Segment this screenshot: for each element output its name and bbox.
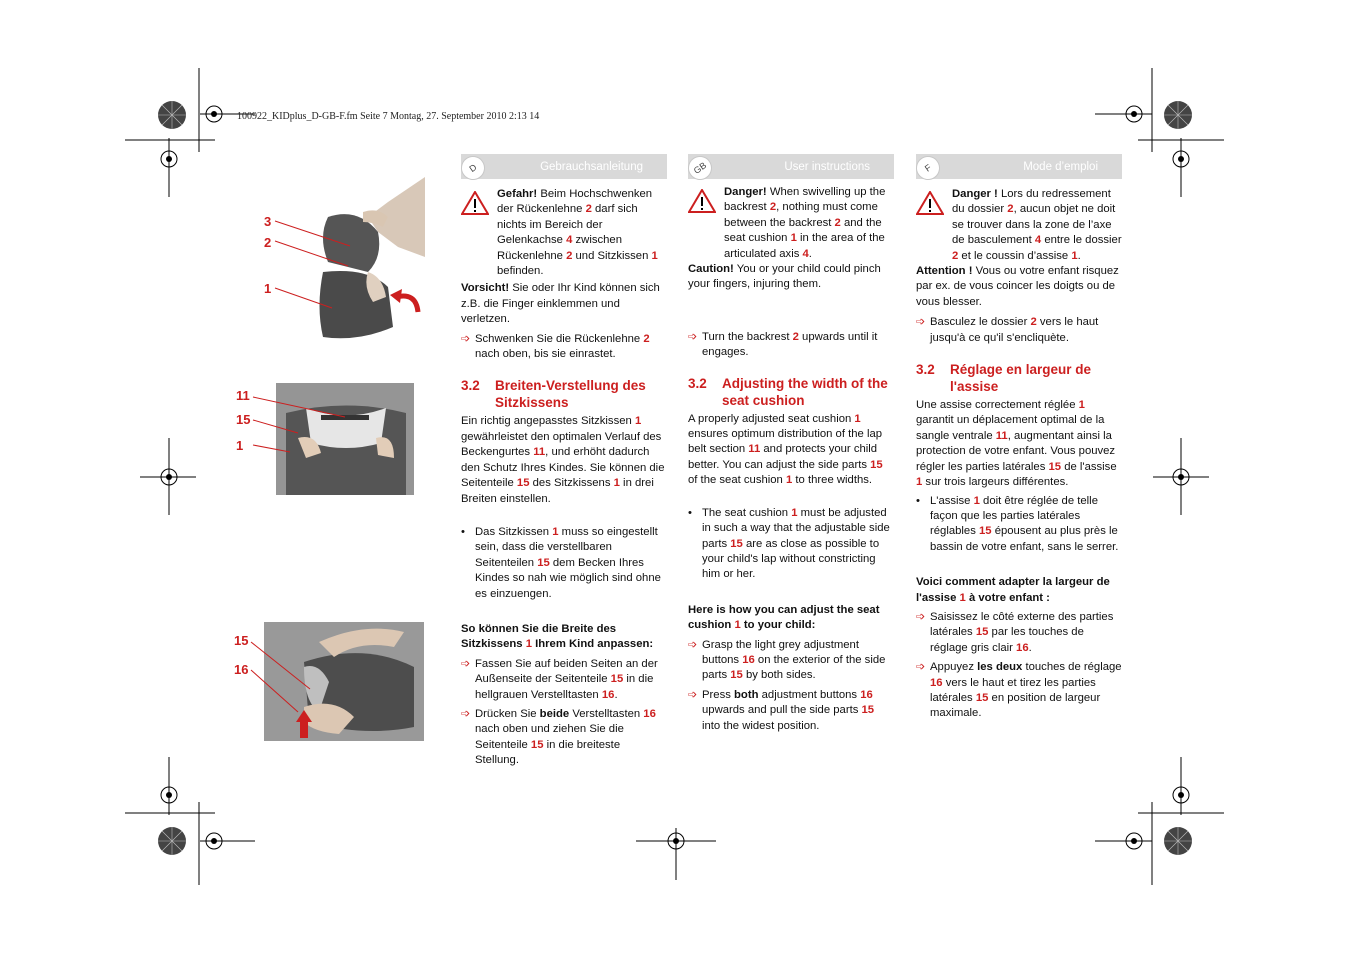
arrow-icon: ➩ (461, 657, 471, 670)
arrow-icon: ➩ (916, 661, 926, 674)
arrow-icon: ➩ (461, 332, 471, 345)
bullet-item: • L'assise 1 doit être réglée de telle façon que les parties latérales réglables 15 épousent au plus près le bassin de votre enfant, sans le serrer. (916, 494, 1119, 553)
step-swivel: ➩ Basculez le dossier 2 vers le haut jusqu'à ce qu'il s'encliquète. (916, 316, 1099, 344)
warning-triangle-icon (688, 189, 716, 213)
tab-title: Mode d’emploi (1023, 161, 1098, 173)
caution-text: Vorsicht! Sie oder Ihr Kind können sich z.B. die Finger einklemmen und verletzen. (461, 282, 660, 326)
danger-block: Danger! When swivelling up the backrest 2, nothing must come between the backrest 2 and the seat cushion 1 in the area of the articulated axis 4. (688, 185, 894, 262)
callout-2: 2 (264, 235, 272, 250)
column-german (461, 154, 667, 769)
step-grasp: ➩ Saisissez le côté externe des parties latérales 15 par les touches de réglage gris clair 16. (916, 610, 1114, 654)
how-to-heading: Voici comment adapter la largeur de l'assise 1 à votre enfant : (916, 576, 1110, 604)
section-heading: 3.2 Réglage en largeur de l'assise (916, 362, 1092, 395)
step-grasp: ➩ Grasp the light grey adjustment buttons 16 on the exterior of the side parts 15 by both sides. (688, 638, 886, 682)
tab-english (688, 154, 894, 179)
arrow-icon: ➩ (916, 610, 926, 623)
bullet-item: • The seat cushion 1 must be adjusted in such a way that the adjustable side parts 15 are as close as possible to your child's lap without constricting him or her. (688, 506, 890, 581)
warning-triangle-icon (461, 191, 489, 215)
language-badge: D (456, 151, 489, 184)
column-french (916, 154, 1122, 722)
arrow-icon: ➩ (688, 330, 698, 343)
caution-text: Attention ! Vous ou votre enfant risquez par ex. de vous coincer les doigts ou de vous blesser. (916, 265, 1119, 308)
danger-block: Danger ! Lors du redressement du dossier 2, aucun objet ne doit se trouver dans la zone de l’axe de basculement 4 entre le dossier 2 et le coussin d’assise 1. (916, 187, 1122, 264)
arrow-icon: ➩ (916, 316, 926, 329)
caution-text: Caution! You or your child could pinch your fingers, injuring them. (688, 263, 881, 291)
tab-title: User instructions (784, 161, 870, 173)
language-badge: F (911, 151, 944, 184)
step-swivel: ➩ Turn the backrest 2 upwards until it engages. (688, 330, 878, 359)
danger-label: Gefahr! (497, 188, 538, 200)
section-heading: 3.2 Adjusting the width of the seat cushion (688, 375, 888, 408)
step-grasp: ➩ Fassen Sie auf beiden Seiten an der Außenseite der Seitenteile 15 in die hellgrauen Verstelltasten 16. (461, 657, 658, 701)
section-heading: 3.2 Breiten-Verstellung des Sitzkissens (461, 378, 646, 411)
how-to-heading: Here is how you can adjust the seat cushion 1 to your child: (688, 603, 880, 632)
danger-block: Gefahr! Beim Hochschwenken der Rückenlehne 2 darf sich nichts im Bereich der Gelenkachse 4 zwischen Rückenlehne 2 und Sitzkissen 1 befinden. (461, 187, 667, 279)
tab-title: Gebrauchsanleitung (540, 161, 643, 173)
callout-lines-3 (248, 640, 328, 720)
intro-paragraph: Une assise correctement réglée 1 garantit un déplacement optimal de la sangle ventrale 11, augmentant ainsi la protection de votre enfant. Vous pouvez régler les parties latérales 15 de l'assise 1 sur trois largeurs différentes. (916, 399, 1117, 489)
callout-15: 15 (236, 412, 251, 427)
callout-16: 16 (234, 662, 249, 677)
callout-lines-1 (270, 210, 380, 320)
intro-paragraph: A properly adjusted seat cushion 1 ensures optimum distribution of the lap belt section 11 and protects your child better. You can adjust the side parts 15 of the seat cushion 1 to three widths. (688, 412, 883, 487)
step-swivel: ➩ Schwenken Sie die Rückenlehne 2 nach oben, bis sie einrastet. (461, 332, 650, 361)
step-press: ➩ Appuyez les deux touches de réglage 16 vers le haut et tirez les parties latérales 15 en position de largeur maximale. (916, 661, 1122, 720)
tab-french (916, 154, 1122, 179)
tab-german (461, 154, 667, 179)
warning-triangle-icon (916, 191, 944, 215)
column-english (688, 154, 894, 734)
callout-1: 1 (264, 281, 272, 296)
callout-1b: 1 (236, 438, 244, 453)
language-badge: GB (683, 151, 716, 184)
bullet-item: • Das Sitzkissen 1 muss so eingestellt sein, dass die verstellbaren Seitenteilen 15 dem Becken Ihres Kindes so nah wie möglich sind ohne es einzuengen. (461, 525, 661, 600)
arrow-icon: ➩ (688, 638, 698, 651)
step-press: ➩ Drücken Sie beide Verstelltasten 16 nach oben und ziehen Sie die Seitenteile 15 in die breiteste Stellung. (461, 707, 656, 767)
step-press: ➩ Press both adjustment buttons 16 upwards and pull the side parts 15 into the widest position. (688, 688, 875, 732)
arrow-icon: ➩ (688, 688, 698, 701)
file-header: 100922_KIDplus_D-GB-F.fm Seite 7 Montag, 27. September 2010 2:13 14 (237, 111, 540, 122)
intro-paragraph: Ein richtig angepasstes Sitzkissen 1 gewährleistet den optimalen Verlauf des Beckengurtes 11, und erhöht dadurch den Schutz Ihres Kindes. Sie können die Seitenteile 15 des Sitzkissens 1 in drei Breiten einstellen. (461, 415, 665, 505)
callout-lines-2 (250, 390, 360, 460)
callout-15b: 15 (234, 633, 249, 648)
callout-11: 11 (236, 388, 250, 403)
how-to-heading: So können Sie die Breite des Sitzkissens 1 Ihrem Kind anpassen: (461, 622, 654, 651)
arrow-icon: ➩ (461, 707, 471, 720)
callout-3: 3 (264, 214, 272, 229)
